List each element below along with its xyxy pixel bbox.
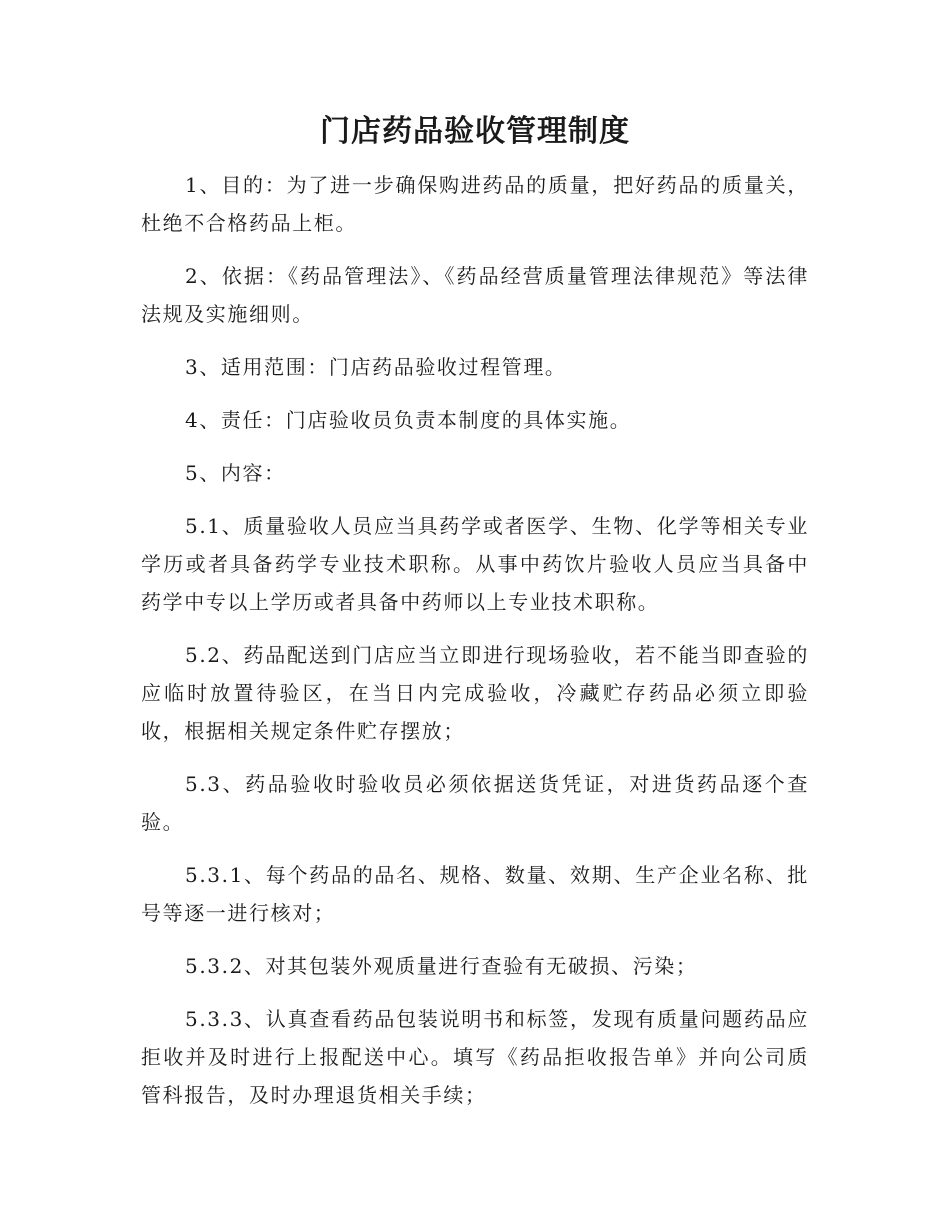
paragraph-content-heading: 5、内容： (185, 461, 286, 485)
paragraph-5-3-3: 5.3.3、认真查看药品包装说明书和标签，发现有质量问题药品应拒收并及时进行上报配送中心。填写《药品拒收报告单》并向公司质管科报告，及时办理退货相关手续； (141, 1007, 809, 1107)
paragraph-responsibility: 4、责任：门店验收员负责本制度的具体实施。 (185, 408, 632, 432)
paragraph-5-3: 5.3、药品验收时验收员必须依据送货凭证，对进货药品逐个查验。 (141, 772, 809, 834)
paragraph-basis: 2、依据：《药品管理法》、《药品经营质量管理法律规范》等法律法规及实施细则。 (141, 264, 809, 326)
paragraph-5-2: 5.2、药品配送到门店应当立即进行现场验收，若不能当即查验的应临时放置待验区，在当日内完成验收，冷藏贮存药品必须立即验收，根据相关规定条件贮存摆放； (141, 643, 809, 743)
document-title: 门店药品验收管理制度 (320, 114, 630, 149)
paragraph-purpose: 1、目的：为了进一步确保购进药品的质量，把好药品的质量关，杜绝不合格药品上柜。 (141, 173, 809, 235)
paragraph-5-3-1: 5.3.1、每个药品的品名、规格、数量、效期、生产企业名称、批号等逐一进行核对； (141, 863, 809, 925)
document-body (141, 166, 809, 1129)
paragraph-scope: 3、适用范围：门店药品验收过程管理。 (185, 355, 567, 379)
paragraph-5-3-2: 5.3.2、对其包装外观质量进行查验有无破损、污染； (185, 954, 698, 978)
paragraph-5-1: 5.1、质量验收人员应当具药学或者医学、生物、化学等相关专业学历或者具备药学专业技术职称。从事中药饮片验收人员应当具备中药学中专以上学历或者具备中药师以上专业技术职称。 (141, 514, 809, 614)
